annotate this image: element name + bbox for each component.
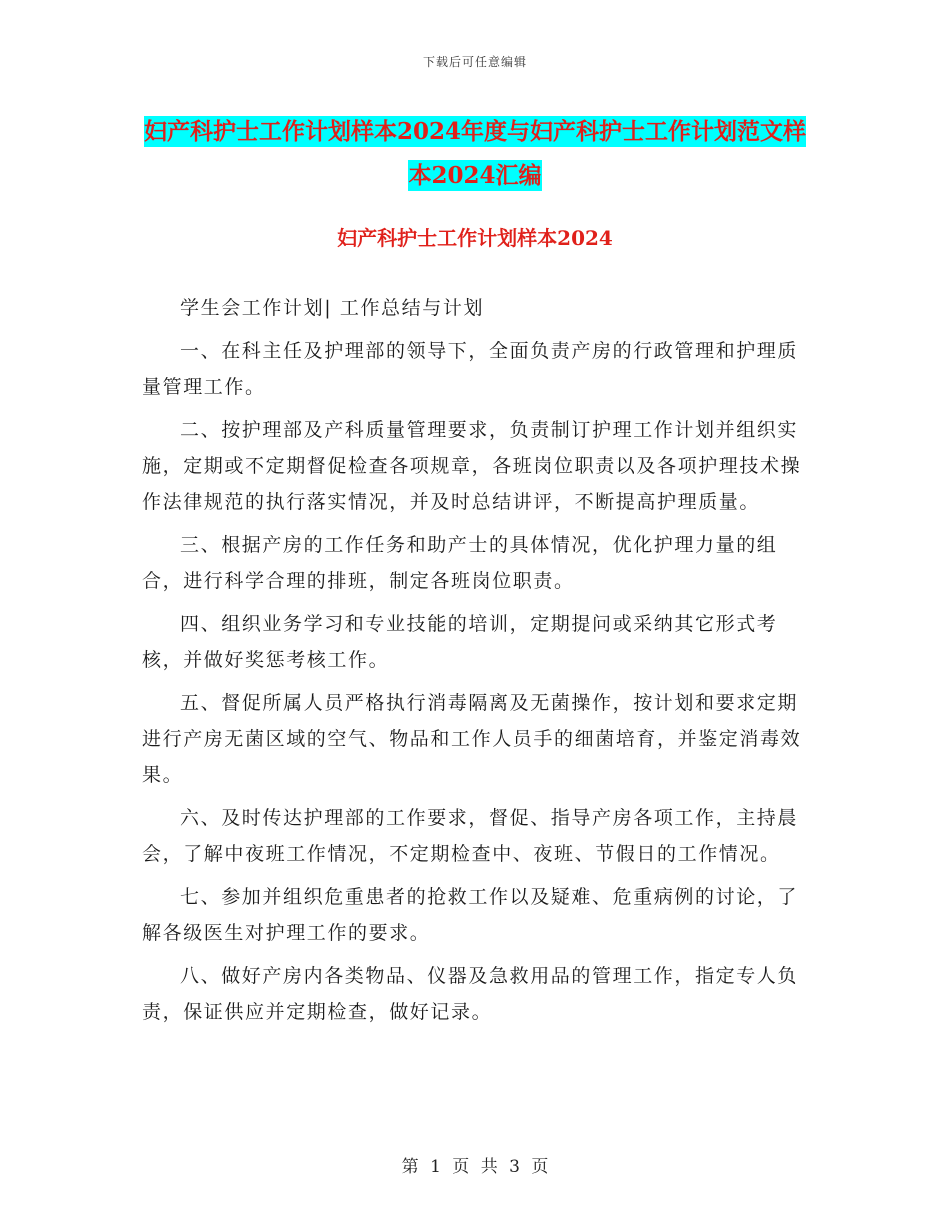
paragraph: 二、按护理部及产科质量管理要求，负责制订护理工作计划并组织实施，定期或不定期督促检查各项规章，各班岗位职责以及各项护理技术操作法律规范的执行落实情况，并及时总结讲评，不断提高护理质量。	[142, 419, 802, 513]
paragraph: 七、参加并组织危重患者的抢救工作以及疑难、危重病例的讨论，了解各级医生对护理工作的要求。	[142, 886, 799, 944]
header-note: 下载后可任意编辑	[422, 55, 527, 69]
document-title-text: 妇产科护士工作计划样本2024年度与妇产科护士工作计划范文样本2024汇编	[143, 118, 806, 189]
paragraph: 八、做好产房内各类物品、仪器及急救用品的管理工作，指定专人负责，保证供应并定期检查，做好记录。	[142, 965, 799, 1023]
paragraph: 四、组织业务学习和专业技能的培训，定期提问或采纳其它形式考核，并做好奖惩考核工作。	[142, 613, 778, 671]
paragraph: 五、督促所属人员严格执行消毒隔离及无菌操作，按计划和要求定期进行产房无菌区域的空气、物品和工作人员手的细菌培育，并鉴定消毒效果。	[142, 692, 802, 786]
paragraph: 六、及时传达护理部的工作要求，督促、指导产房各项工作，主持晨会，了解中夜班工作情况，不定期检查中、夜班、节假日的工作情况。	[142, 807, 799, 865]
document-title	[140, 110, 810, 198]
section-title: 妇产科护士工作计划样本2024	[337, 226, 613, 250]
page-number: 第 1 页 共 3 页	[401, 1157, 549, 1177]
paragraph: 学生会工作计划| 工作总结与计划	[180, 297, 485, 319]
document-body	[142, 290, 802, 1037]
paragraph: 一、在科主任及护理部的领导下，全面负责产房的行政管理和护理质量管理工作。	[142, 340, 799, 398]
paragraph: 三、根据产房的工作任务和助产士的具体情况，优化护理力量的组合，进行科学合理的排班，制定各班岗位职责。	[142, 534, 778, 592]
